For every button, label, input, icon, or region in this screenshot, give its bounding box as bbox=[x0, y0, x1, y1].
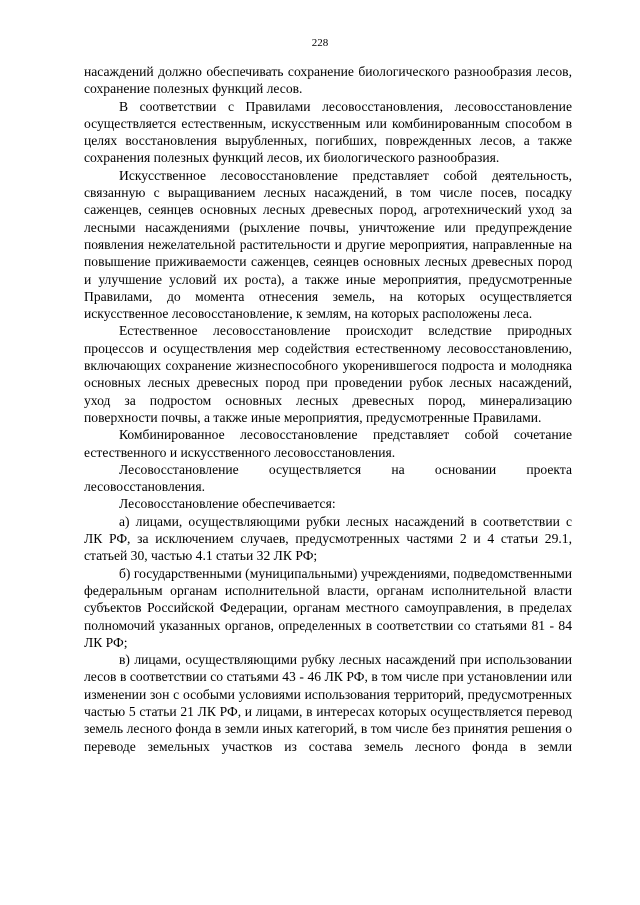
list-item-b: б) государственными (муниципальными) учреждениями, подведомственными федеральным органам исполнительной власти, органам исполнительной власти субъектов Российской Федерации, органам местного самоуправления, в пределах полномочий указанных органов, определенных в соответствии со статьями 81 - 84 ЛК РФ; bbox=[84, 565, 572, 650]
list-item-a: а) лицами, осуществляющими рубки лесных насаждений в соответствии с ЛК РФ, за исключением случаев, предусмотренных частями 2 и 4 статьи 29.1, статьей 30, частью 4.1 статьи 32 ЛК РФ; bbox=[84, 513, 572, 564]
paragraph-continuation: насаждений должно обеспечивать сохранение биологического разнообразия лесов, сохранение полезных функций лесов. bbox=[84, 64, 572, 97]
paragraph-reforestation-project: Лесовосстановление осуществляется на основании проекта лесовосстановления. bbox=[84, 461, 572, 495]
list-item-v: в) лицами, осуществляющими рубку лесных насаждений при использовании лесов в соответствии со статьями 43 - 46 ЛК РФ, в том числе при установлении или изменении зон с особыми условиями использования территорий, предусмотренных частью 5 статьи 21 ЛК РФ, и лицами, в интересах которых осуществляется перевод земель лесного фонда в земли иных категорий, в том числе без принятия решения о переводе земельных участков из состава земель лесного фонда в земли bbox=[84, 652, 572, 754]
paragraph-natural-reforestation: Естественное лесовосстановление происходит вследствие природных процессов и осуществления мер содействия естественному лесовосстановлению, включающих сохранение жизнеспособного укоренившегося подроста и молодняка основных лесных древесных пород при проведении рубок лесных насаждений, уход за подростом основных лесных древесных пород, минерализацию поверхности почвы, а также иные мероприятия, предусмотренные Правилами. bbox=[84, 323, 572, 425]
page-number: 228 bbox=[311, 37, 329, 49]
paragraph-reforestation-provided-by: Лесовосстановление обеспечивается: bbox=[119, 496, 336, 512]
paragraph-artificial-reforestation: Искусственное лесовосстановление представляет собой деятельность, связанную с выращиванием лесных насаждений, в том числе посев, посадку саженцев, сеянцев основных лесных древесных пород, агротехнический уход за лесными насаждениями (рыхление почвы, уничтожение или предупреждение появления нежелательной растительности и другие мероприятия, направленные на повышение приживаемости саженцев, сеянцев основных лесных древесных пород и улучшение условий их роста), а также иные мероприятия, предусмотренные Правилами, до момента отнесения земель, на которых осуществляется искусственное лесовосстановление, к землям, на которых расположены леса. bbox=[84, 167, 572, 322]
paragraph-combined-reforestation: Комбинированное лесовосстановление представляет собой сочетание естественного и искусственного лесовосстановления. bbox=[84, 427, 572, 460]
body-text bbox=[84, 63, 572, 755]
paragraph-reforestation-methods: В соответствии с Правилами лесовосстановления, лесовосстановление осуществляется естественным, искусственным или комбинированным способом в целях восстановления вырубленных, погибших, поврежденных лесов, а также сохранения полезных функций лесов, их биологического разнообразия. bbox=[84, 98, 572, 166]
